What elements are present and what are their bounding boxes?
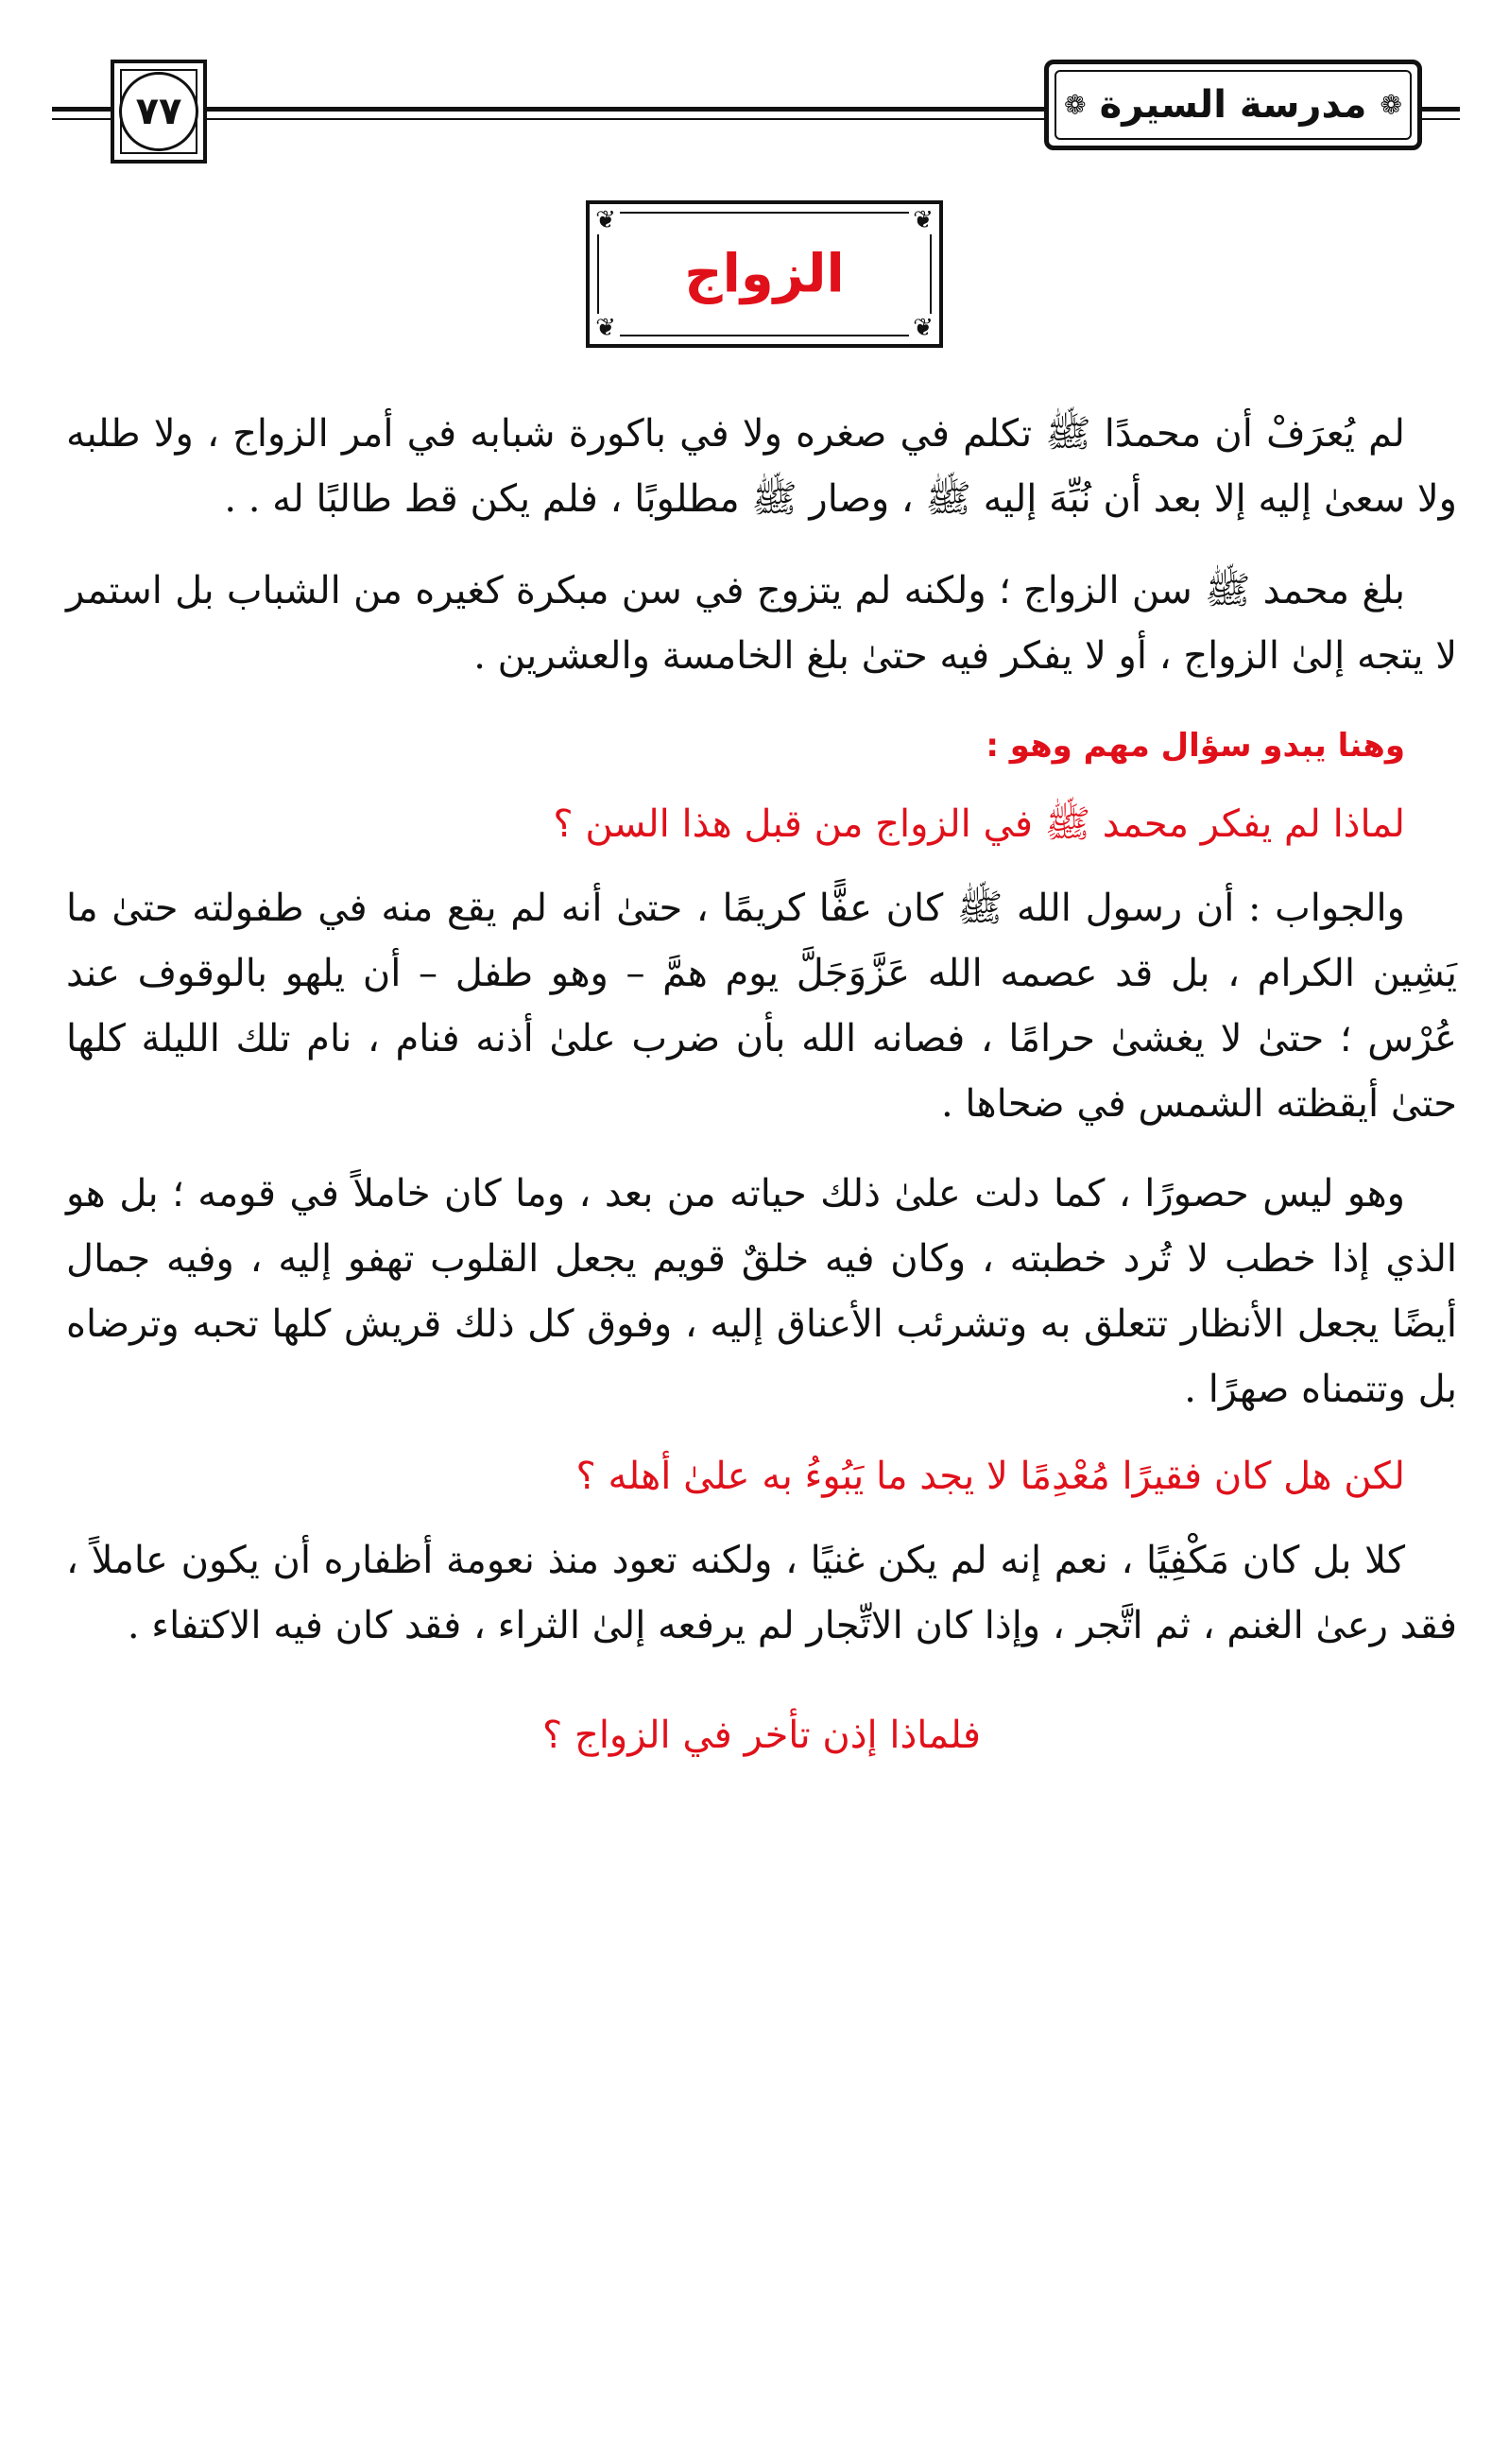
paragraph: والجواب : أن رسول الله ﷺ كان عفًّا كريمًا ، حتىٰ أنه لم يقع منه في طفولته حتىٰ ما يَشِين الكرام ، بل قد عصمه الله عَزَّوَجَلَّ يوم همَّ – وهو طفل – أن يلهو بالوقوف عند عُرْس ؛ حتىٰ لا يغشىٰ حرامًا ، فصانه الله بأن ضرب علىٰ أذنه فنام ، نام تلك الليلة كلها حتىٰ أيقظته الشمس في ضحاها . — [66, 887, 1457, 1126]
paragraph: بلغ محمد ﷺ سن الزواج ؛ ولكنه لم يتزوج في سن مبكرة كغيره من الشباب بل استمر لا يتجه إلىٰ الزواج ، أو لا يفكر فيه حتىٰ بلغ الخامسة والعشرين . — [66, 569, 1457, 678]
question-heading: فلماذا إذن تأخر في الزواج ؟ — [542, 1714, 981, 1757]
page-number-frame — [111, 60, 207, 164]
flower-ornament-icon: ❁ — [1064, 89, 1087, 121]
flower-ornament-icon: ❁ — [1380, 89, 1402, 121]
chapter-title: الزواج — [684, 243, 845, 305]
question-intro: وهنا يبدو سؤال مهم وهو : — [986, 727, 1405, 765]
corner-ornament-icon: ❦ — [592, 206, 620, 234]
page-number: ٧٧ — [135, 90, 182, 133]
running-title: مدرسة السيرة — [1099, 83, 1367, 127]
chapter-title-frame — [586, 200, 943, 348]
question-heading: لكن هل كان فقيرًا مُعْدِمًا لا يجد ما يَبُوءُ به علىٰ أهله ؟ — [575, 1455, 1405, 1498]
page-body — [66, 402, 1457, 1765]
running-title-frame — [1044, 60, 1422, 150]
paragraph: وهو ليس حصورًا ، كما دلت علىٰ ذلك حياته من بعد ، وما كان خاملاً في قومه ؛ بل هو الذي إذا خطب لا تُرد خطبته ، وكان فيه خلقٌ قويم يجعل القلوب تهفو إليه ، وفيه جمال أيضًا يجعل الأنظار تتعلق به وتشرئب الأعناق إليه ، وفوق كل ذلك قريش كلها تحبه وترضاه بل وتتمناه صهرًا . — [66, 1172, 1457, 1411]
corner-ornament-icon: ❦ — [909, 314, 937, 342]
corner-ornament-icon: ❦ — [592, 314, 620, 342]
paragraph: لم يُعرَفْ أن محمدًا ﷺ تكلم في صغره ولا في باكورة شبابه في أمر الزواج ، ولا طلبه ولا سعىٰ إليه إلا بعد أن نُبِّهَ إليه ﷺ ، وصار ﷺ مطلوبًا ، فلم يكن قط طالبًا له . . — [66, 412, 1457, 521]
page-number-circle — [119, 72, 198, 151]
page-header — [52, 52, 1460, 165]
corner-ornament-icon: ❦ — [909, 206, 937, 234]
question-heading: لماذا لم يفكر محمد ﷺ في الزواج من قبل هذا السن ؟ — [553, 802, 1405, 846]
paragraph: كلا بل كان مَكْفِيًا ، نعم إنه لم يكن غنيًا ، ولكنه تعود منذ نعومة أظفاره أن يكون عاملاً ، فقد رعىٰ الغنم ، ثم اتَّجر ، وإذا كان الاتِّجار لم يرفعه إلىٰ الثراء ، فقد كان فيه الاكتفاء . — [66, 1539, 1457, 1647]
